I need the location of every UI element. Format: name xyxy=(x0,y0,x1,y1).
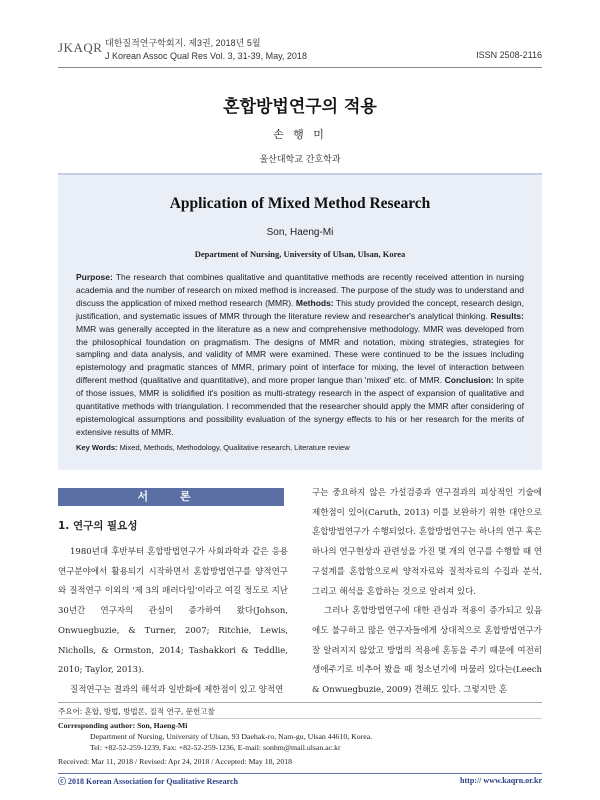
copyright: ⓒ 2018 Korean Association for Qualitative Research xyxy=(58,777,238,786)
body-paragraph: 그러나 혼합방법연구에 대한 관심과 적용이 증가되고 있음에도 불구하고 많은 연구자들에게 상대적으로 혼합방법연구가 잘 알려지지 않았고 방법의 적용에 혼동을 주기 때문에 여전히 생애주기로 비추어 봤을 때 청소년기에 머물러 있다는(Leech & Onwuegbuzie, 2009) 견해도 있다. 그렇지만 혼 xyxy=(312,606,542,696)
conclusion-text: In spite of those issues, MMR is solidified it's position as multi-strategy research in the aspect of expansion of qualitative and quantitative methods with triangulation. I recommended that the researcher should apply the MMR after considering of epistemological assumptions and possibility evaluation of the synergy effects to his or her research for the merits of extensive results of MMR. xyxy=(76,375,524,437)
keywords-text: Mixed, Methods, Methodology, Qualitative research, Literature review xyxy=(119,443,350,452)
methods-label: Methods: xyxy=(295,297,334,308)
keywords-english xyxy=(76,443,524,452)
journal-logo: JKAQR xyxy=(58,40,103,55)
methods-text: This study provided the concept, research design, justification, and systematic issues of MMR through the literature review and researcher's analytical thinking. xyxy=(76,297,524,321)
body-paragraph: 구는 중요하지 않은 가설검증과 연구결과의 피상적인 기술에 제한점이 있어(Caruth, 2013) 이를 보완하기 위한 대안으로 혼합방법연구가 수행되었다. 혼합방법연구는 하나의 연구 혹은 하나의 연구현상과 관련성을 가진 몇 개의 연구를 수행할 때 연구설계를 혼합함으로써 양적자료와 질적자료의 수집과 분석, 그리고 해석을 혼합하는 것으로 알려져 있다. xyxy=(312,488,542,597)
body-column-left xyxy=(58,543,288,701)
journal-citation xyxy=(105,37,307,63)
corresponding-contact: Tel: +82-52-259-1239, Fax: +82-52-259-1236, E-mail: sonhm@mail.ulsan.ac.kr xyxy=(90,743,341,752)
corresponding-author-block xyxy=(58,720,372,753)
corresponding-author: Corresponding author: Son, Haeng-Mi xyxy=(58,721,188,730)
body-paragraph: 1980년대 후반부터 혼합방법연구가 사회과학과 같은 응용연구분야에서 활용되기 시작하면서 혼합방법연구를 양적연구와 질적연구 이외의 '제 3의 패러다임'이라고 여길 정도로 지난 30년간 연구자의 관심이 증가하여 왔다(Johson, Onwuegbuzie, & Turner, 2007; Ritchie, Lewis, Nicholls, & Ormston, 2014; Tashakkori & Teddlie, 2010; Taylor, 2013). xyxy=(58,547,288,676)
corresponding-address: Department of Nursing, University of Ulsan, 93 Daehak-ro, Nam-gu, Ulsan 44610, Korea. xyxy=(90,732,373,741)
body-column-right xyxy=(312,484,542,701)
results-label: Results: xyxy=(490,310,524,321)
keywords-korean: 주요어: 혼합, 방법, 방법론, 질적 연구, 문헌고찰 xyxy=(58,707,215,716)
author-korean: 손 행 미 xyxy=(273,128,327,141)
footer-divider-2 xyxy=(58,718,542,719)
subheading-need: 1. 연구의 필요성 xyxy=(58,520,138,532)
affiliation-english: Department of Nursing, University of Ulsan, Ulsan, Korea xyxy=(194,249,406,259)
journal-url-link[interactable]: http:// www.kaqrn.or.kr xyxy=(460,776,542,785)
section-heading-introduction: 서 론 xyxy=(58,488,284,506)
english-abstract-box xyxy=(58,173,542,470)
footer-divider xyxy=(58,702,542,703)
journal-citation-kr: 대한질적연구학회지. 제3권, 2018년 5월 xyxy=(105,38,261,48)
purpose-label: Purpose: xyxy=(76,272,113,282)
results-text: MMR was generally accepted in the literature as a new and comprehensive methodology. MMR was developed from the philosophical foundation on pragmatism. The designs of MMR and notation, mixing strategies, strategies for sampling and data analysis, and validity of MMR were examined. These were continued to be the issues including epistemology and pragmatic stances of MMR, primary point of interface for mixing, the level of interaction between different method (qualitative and quantitative), and more proper langue than 'mixed' etc. of MMR. xyxy=(76,323,524,386)
issn: ISSN 2508-2116 xyxy=(476,50,542,60)
abstract-text xyxy=(76,271,524,439)
purpose-text: The research that combines qualitative and quantitative methods are recently received attention in nursing academia and the number of research on mixed method is increased. The purpose of the study was to understand and discuss the application of mixed method research (MMR). xyxy=(76,272,524,308)
conclusion-label: Conclusion: xyxy=(444,375,494,386)
submission-dates: Received: Mar 11, 2018 / Revised: Apr 24, 2018 / Accepted: May 18, 2018 xyxy=(58,757,293,766)
author-english: Son, Haeng-Mi xyxy=(266,227,334,238)
affiliation-korean: 울산대학교 간호학과 xyxy=(259,155,341,165)
title-english: Application of Mixed Method Research xyxy=(169,195,431,212)
journal-citation-en: J Korean Assoc Qual Res Vol. 3, 31-39, May, 2018 xyxy=(105,51,307,61)
keywords-label: Key Words: xyxy=(76,443,118,452)
header-divider xyxy=(58,67,542,68)
body-paragraph: 질적연구는 결과의 해석과 일반화에 제한점이 있고 양적연 xyxy=(70,684,284,695)
bottom-divider xyxy=(58,773,542,774)
title-korean: 혼합방법연구의 적용 xyxy=(223,97,377,117)
